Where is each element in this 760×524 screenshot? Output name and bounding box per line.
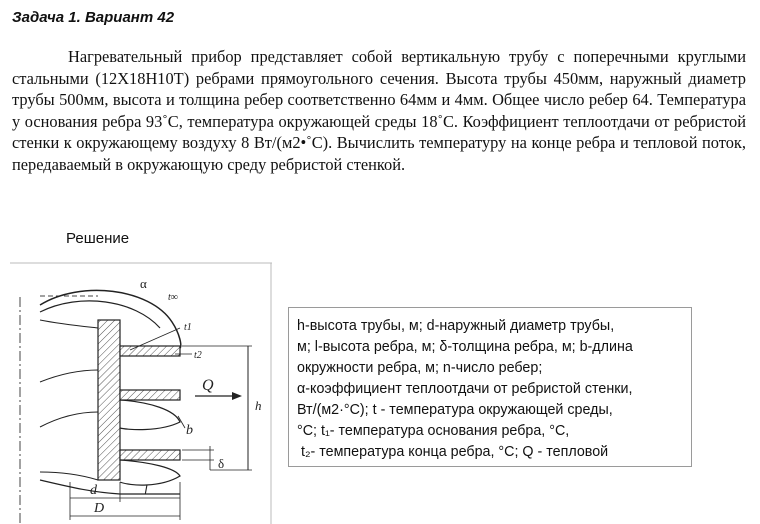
label-alpha: α (140, 276, 147, 291)
fin-surface-line-2 (40, 370, 98, 382)
label-t2: t2 (194, 350, 202, 361)
legend-line-4: α-коэффициент теплоотдачи от ребристой стенки, (297, 381, 633, 397)
label-D: D (94, 501, 105, 516)
legend-line-1: h-высота трубы, м; d-наружный диаметр трубы, (297, 318, 615, 334)
finned-tube-diagram (10, 262, 272, 524)
fin-3 (120, 450, 180, 460)
legend-line-2: м; l-высота ребра, м; δ-толщина ребра, м; b-длина (297, 339, 633, 355)
legend-line-6: °С; t₁- температура основания ребра, °С, (297, 423, 570, 439)
task-title: Задача 1. Вариант 42 (12, 9, 175, 26)
label-delta: δ (218, 456, 225, 471)
legend-line-3: окружности ребра, м; n-число ребер; (297, 360, 543, 376)
tube-wall (98, 320, 120, 480)
q-arrow-head (232, 392, 242, 400)
fin-surface-line-1 (40, 320, 98, 328)
label-t1: t1 (184, 322, 192, 333)
legend-line-7: t₂- температура конца ребра, °С; Q - тепловой (301, 444, 609, 460)
fin-surface-line-3 (40, 412, 98, 427)
base-outline (40, 480, 180, 494)
fin-curve-lower (40, 472, 98, 480)
notation-legend (288, 307, 692, 467)
label-d: d (90, 483, 97, 498)
legend-line-5: Вт/(м2·°С); t - температура окружающей среды, (297, 402, 613, 418)
label-h: h (255, 398, 262, 413)
fin-curve-2 (120, 400, 180, 430)
solution-heading: Решение (66, 230, 130, 247)
label-b: b (186, 423, 193, 438)
label-t-inf: t∞ (168, 292, 178, 303)
label-l: l (144, 483, 148, 498)
fin-2 (120, 390, 180, 400)
problem-statement: Нагревательный прибор представляет собой вертикальную трубу с поперечными круглыми стальными (12Х18Н10Т) ребрами прямоугольного сечения. Высота трубы 450мм, наружный диаметр трубы 500мм, высота и толщина ребер соответственно 64мм и 4мм. Общее число ребер 64. Температура у основания ребра 93˚С, температура окружающей среды 18˚С. Коэффициент теплоотдачи от ребристой стенки к окружающему воздуху 8 Вт/(м2•˚С). Вычислить температуру на конце ребра и тепловой поток, передаваемый в окружающую среду ребристой стенкой. (12, 47, 746, 174)
label-Q: Q (202, 377, 214, 394)
fin-curve-3 (120, 460, 180, 485)
fin-1 (120, 346, 180, 356)
